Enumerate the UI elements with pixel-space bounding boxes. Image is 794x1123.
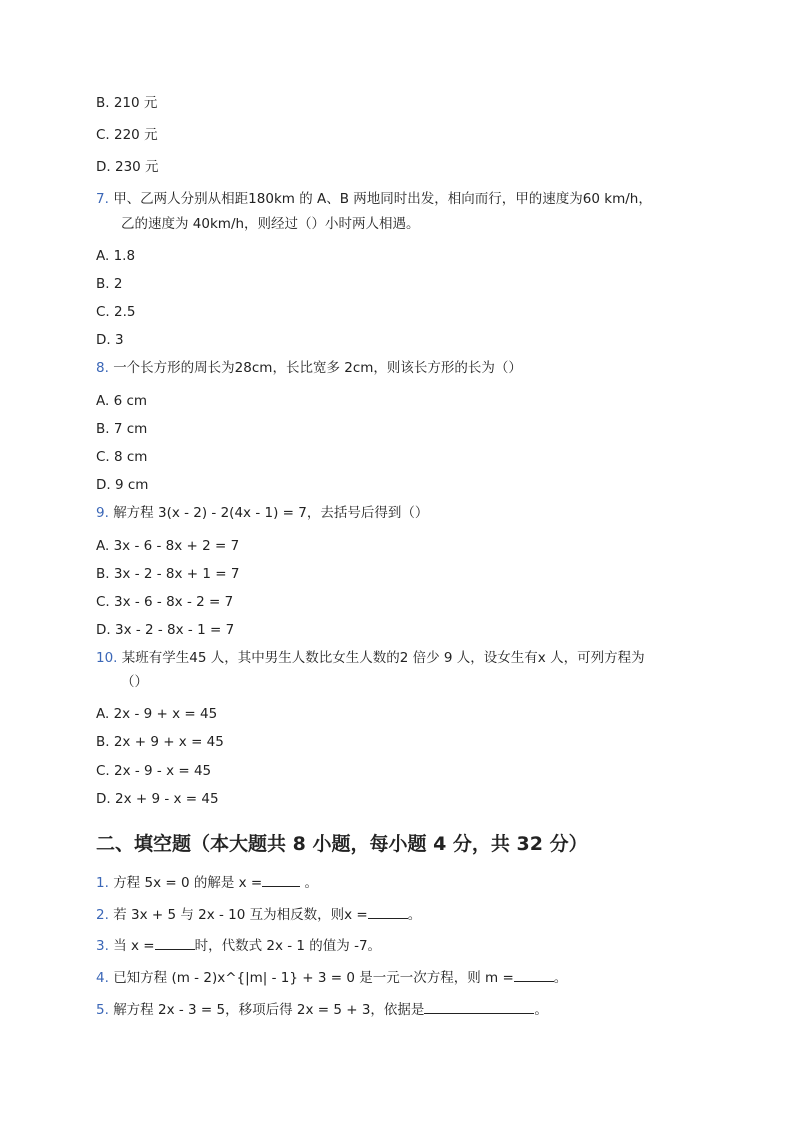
item-text-before: 方程 5x = 0 的解是 x =: [113, 875, 263, 891]
question-number: 7.: [96, 191, 109, 207]
answer-blank[interactable]: [424, 1001, 534, 1014]
option-b-q10: B. 2x + 9 + x = 45: [96, 734, 224, 750]
item-text-before: 当 x =: [113, 938, 155, 954]
option-c-q9: C. 3x - 6 - 8x - 2 = 7: [96, 594, 234, 610]
option-b-q9: B. 3x - 2 - 8x + 1 = 7: [96, 566, 240, 582]
question-number: 8.: [96, 360, 109, 376]
item-text-before: 若 3x + 5 与 2x - 10 互为相反数，则x =: [113, 907, 368, 923]
answer-blank[interactable]: [262, 874, 300, 887]
item-text-after: 。: [300, 875, 319, 891]
fill-item-4: [96, 969, 567, 987]
question-number: 10.: [96, 650, 118, 666]
item-text-before: 解方程 2x - 3 = 5，移项后得 2x = 5 + 3，依据是: [113, 1002, 425, 1018]
question-text: 甲、乙两人分别从相距180km 的 A、B 两地同时出发，相向而行，甲的速度为60 km/h，: [113, 191, 652, 207]
option-c-q6: C. 220 元: [96, 127, 158, 143]
fill-item-2: [96, 906, 421, 924]
item-number: 4.: [96, 970, 109, 986]
item-number: 3.: [96, 938, 109, 954]
option-a-q10: A. 2x - 9 + x = 45: [96, 706, 218, 722]
option-a-q9: A. 3x - 6 - 8x + 2 = 7: [96, 538, 240, 554]
answer-blank[interactable]: [514, 969, 554, 982]
item-text-after: 时，代数式 2x - 1 的值为 -7。: [194, 938, 382, 954]
item-text-after: 。: [534, 1002, 548, 1018]
option-d-q10: D. 2x + 9 - x = 45: [96, 791, 219, 807]
option-c-q10: C. 2x - 9 - x = 45: [96, 763, 212, 779]
question-number: 9.: [96, 505, 109, 521]
item-text-before: 已知方程 (m - 2)x^{|m| - 1} + 3 = 0 是一元一次方程，则 m =: [113, 970, 514, 986]
option-d-q8: D. 9 cm: [96, 477, 149, 493]
option-c-q8: C. 8 cm: [96, 449, 148, 465]
question-text: 解方程 3(x - 2) - 2(4x - 1) = 7，去括号后得到（）: [113, 505, 429, 521]
question-text: 某班有学生45 人，其中男生人数比女生人数的2 倍少 9 人，设女生有x 人，可列方程为: [121, 650, 645, 666]
question-9: [96, 504, 428, 522]
option-a-q8: A. 6 cm: [96, 393, 148, 409]
option-d-q7: D. 3: [96, 332, 124, 348]
question-8: [96, 359, 522, 377]
option-a-q7: A. 1.8: [96, 248, 136, 264]
option-d-q6: D. 230 元: [96, 159, 159, 175]
question-10: [96, 649, 645, 667]
option-c-q7: C. 2.5: [96, 304, 136, 320]
question-7-line2: 乙的速度为 40km/h，则经过（）小时两人相遇。: [121, 216, 420, 232]
answer-blank[interactable]: [155, 937, 195, 950]
option-b-q8: B. 7 cm: [96, 421, 148, 437]
section-title-fill-in: 二、填空题（本大题共 8 小题，每小题 4 分，共 32 分）: [96, 833, 588, 855]
question-10-line2: （）: [121, 674, 148, 690]
option-d-q9: D. 3x - 2 - 8x - 1 = 7: [96, 622, 235, 638]
fill-item-1: [96, 874, 318, 892]
item-text-after: 。: [407, 907, 422, 923]
item-number: 1.: [96, 875, 109, 891]
item-number: 2.: [96, 907, 109, 923]
fill-item-5: [96, 1001, 548, 1019]
fill-item-3: [96, 937, 381, 955]
answer-blank[interactable]: [368, 906, 408, 919]
option-b-q7: B. 2: [96, 276, 123, 292]
item-text-after: 。: [553, 970, 568, 986]
question-7: [96, 190, 652, 208]
item-number: 5.: [96, 1002, 109, 1018]
option-b-q6: B. 210 元: [96, 95, 158, 111]
question-text: 一个长方形的周长为28cm，长比宽多 2cm，则该长方形的长为（）: [113, 360, 522, 376]
